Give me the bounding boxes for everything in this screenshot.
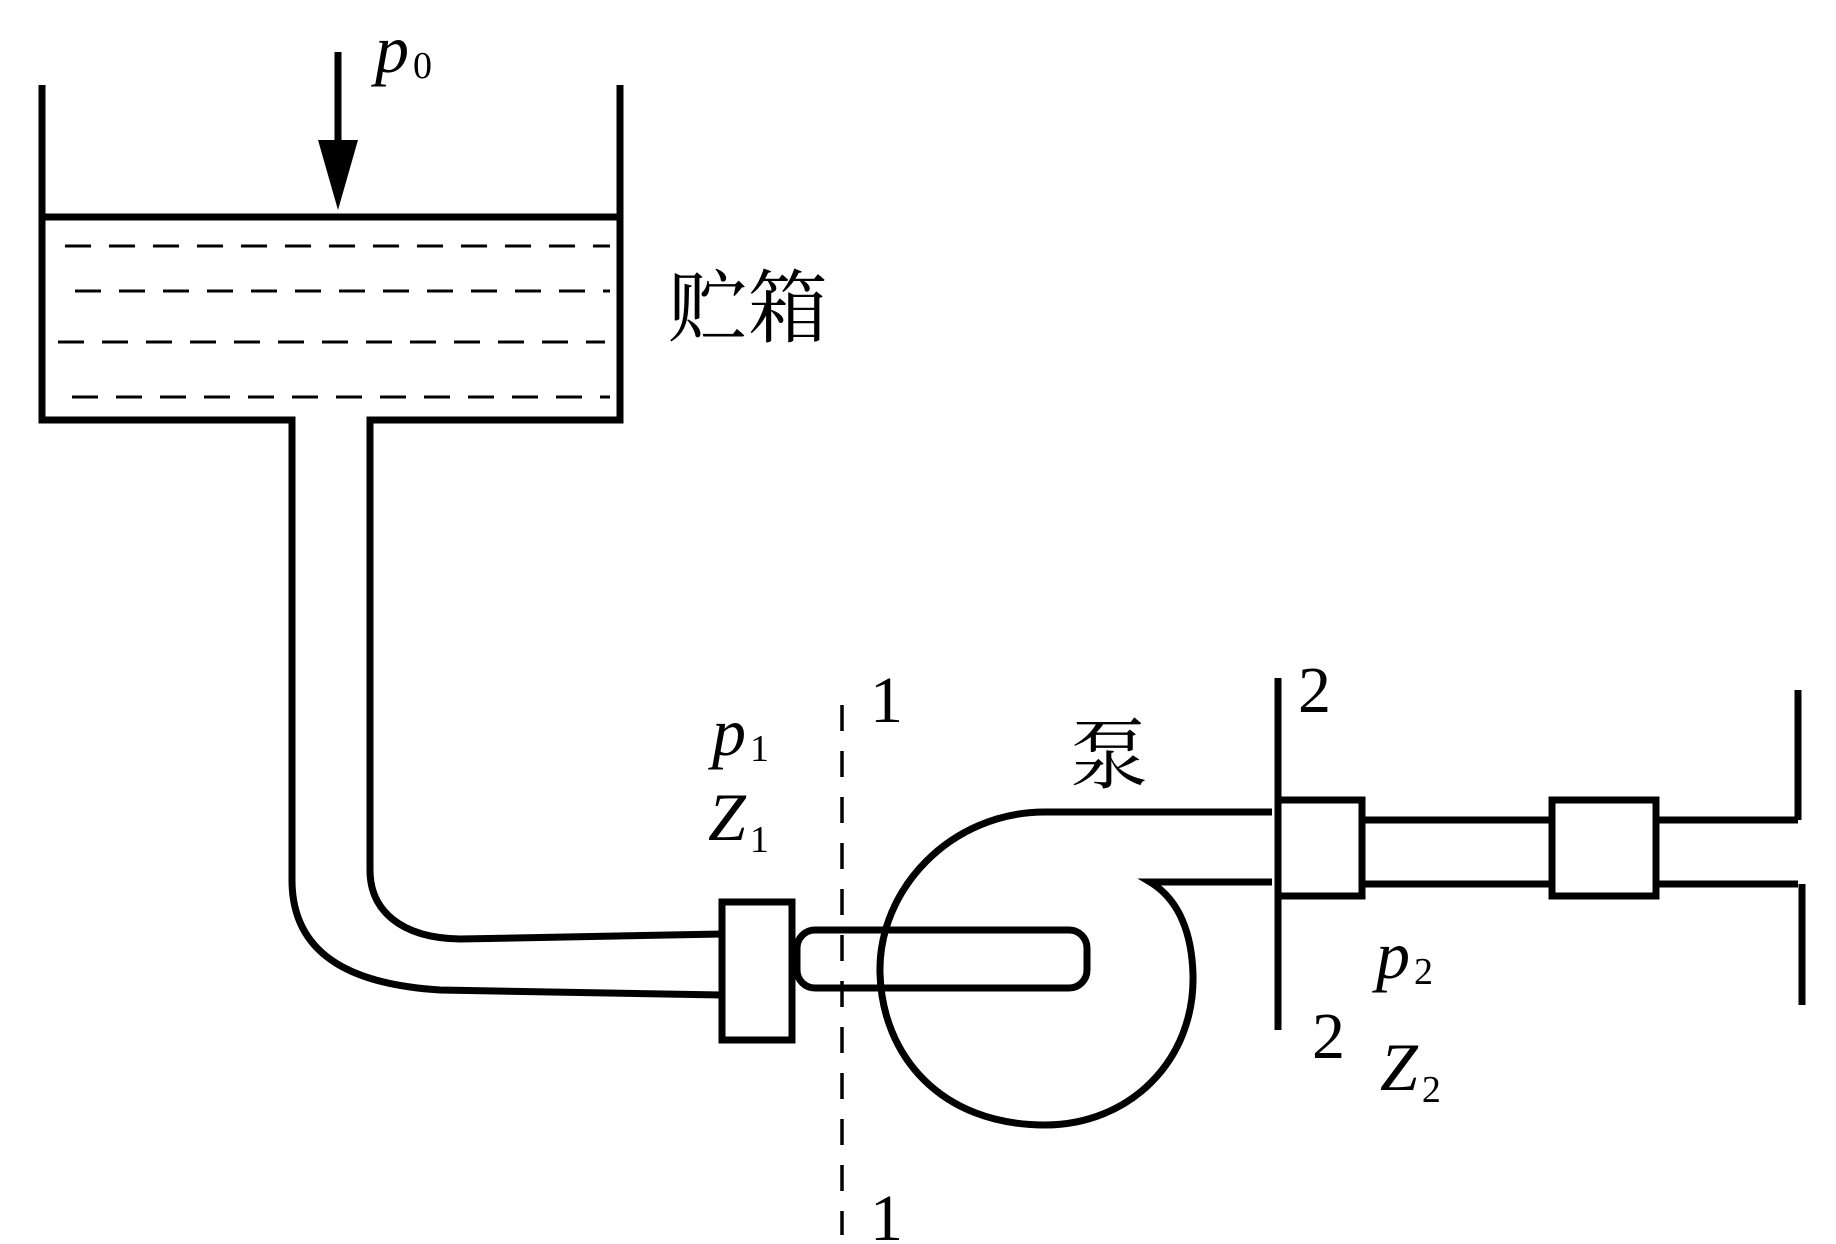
label-pump: 泵 xyxy=(1070,711,1149,801)
liquid-fill-lines xyxy=(58,246,610,397)
storage-tank xyxy=(42,85,620,880)
suction-flange xyxy=(722,902,792,1040)
suction-pipe xyxy=(292,870,722,995)
label-section2-top: 2 xyxy=(1298,654,1331,727)
label-section1-top: 1 xyxy=(870,664,903,737)
label-p2: p 2 xyxy=(1376,917,1433,993)
pump-casing xyxy=(880,812,1270,1125)
label-p1: p 1 xyxy=(712,694,769,770)
label-z2: Z 2 xyxy=(1380,1029,1441,1111)
pressure-arrow xyxy=(318,52,358,210)
label-section1-bottom: 1 xyxy=(870,1182,903,1244)
discharge-flange-1 xyxy=(1278,800,1362,896)
label-tank: 贮箱 xyxy=(668,262,828,355)
label-p0: p 0 xyxy=(375,11,432,87)
discharge-pipe xyxy=(1278,690,1802,1005)
label-z1: Z 1 xyxy=(708,779,769,861)
label-section2-bottom: 2 xyxy=(1312,1000,1345,1073)
discharge-flange-2 xyxy=(1552,800,1656,896)
